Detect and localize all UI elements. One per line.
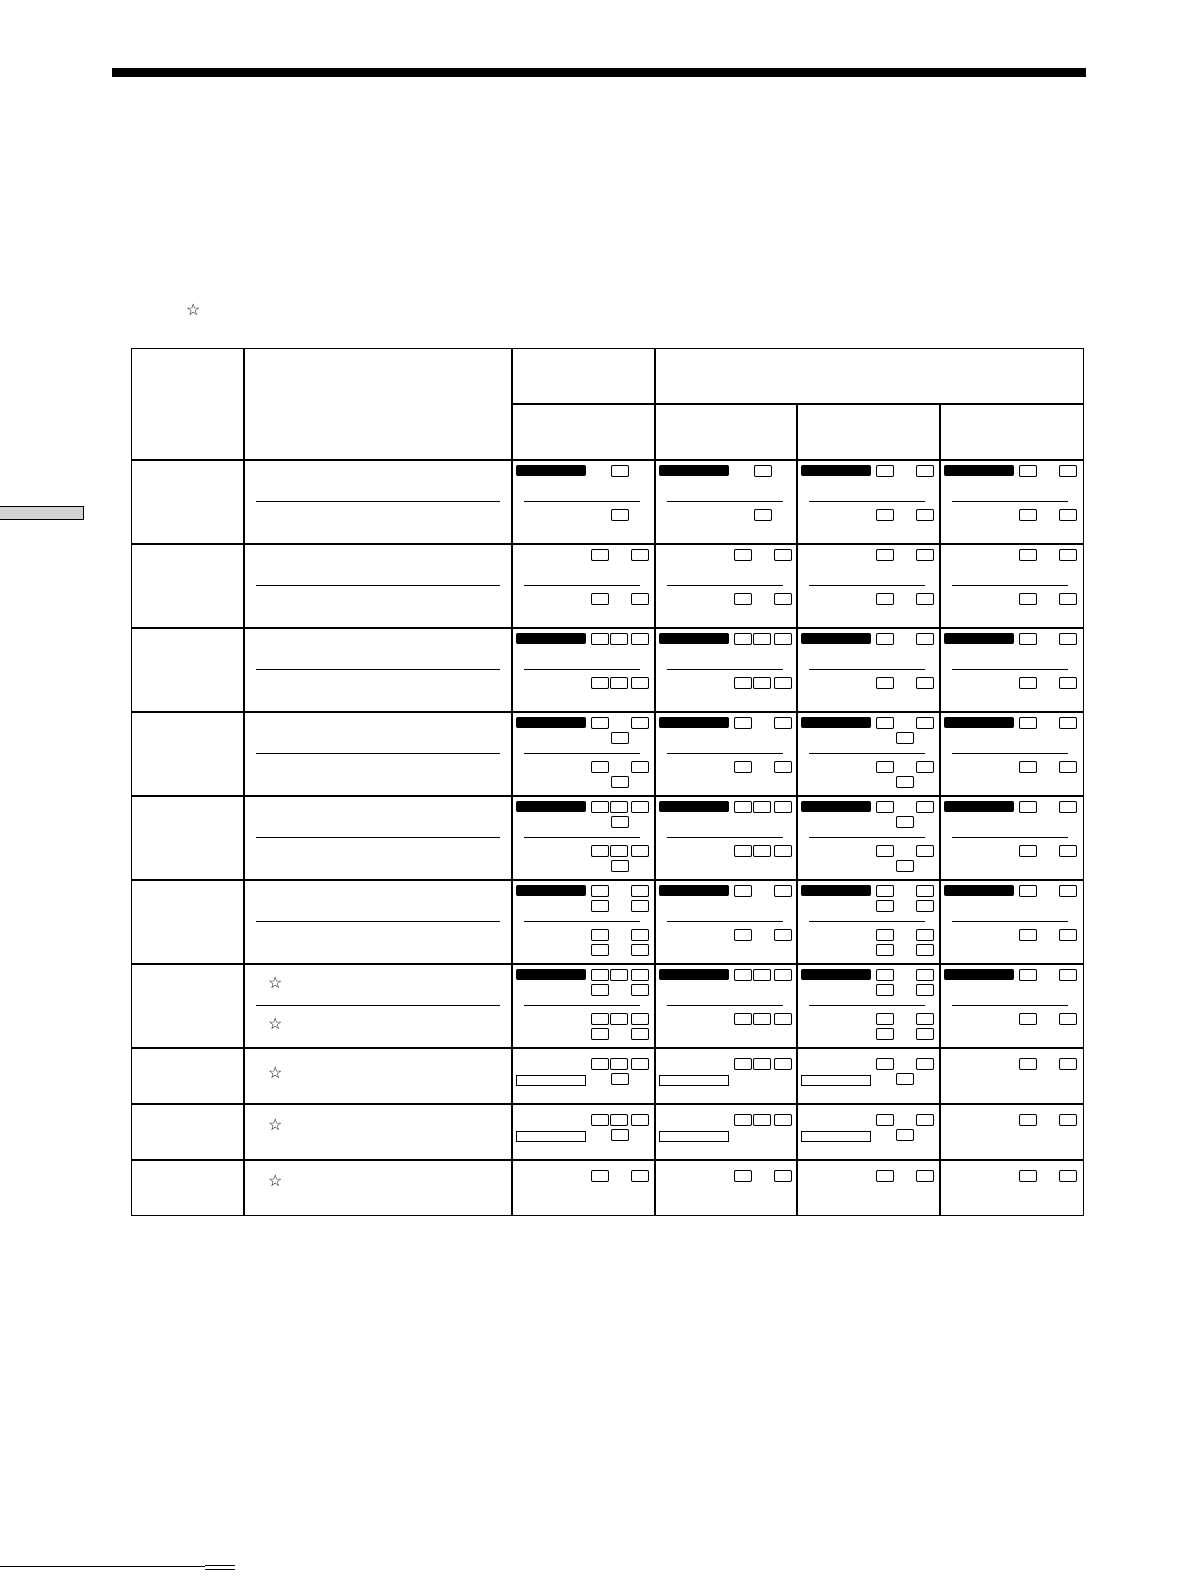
indicator-bar [944, 969, 1014, 980]
indicator-box [1059, 633, 1077, 645]
footer-rule [0, 1566, 205, 1567]
indicator-box [774, 1013, 792, 1025]
cell-separator [524, 501, 640, 502]
indicator-box [591, 549, 609, 561]
cell-separator [952, 753, 1068, 754]
indicator-box [591, 717, 609, 729]
indicator-box [876, 761, 894, 773]
indicator-box [774, 593, 792, 605]
indicator-box [774, 885, 792, 897]
indicator-bar [944, 465, 1014, 476]
indicator-box [753, 1058, 771, 1070]
row-divider [131, 1103, 1084, 1105]
indicator-bar [801, 633, 871, 644]
indicator-box [774, 633, 792, 645]
indicator-box [631, 761, 649, 773]
cell-separator [524, 921, 640, 922]
row-divider [131, 1159, 1084, 1161]
indicator-box [631, 549, 649, 561]
indicator-box [734, 1114, 752, 1126]
indicator-box [896, 860, 914, 872]
row-divider [131, 543, 1084, 545]
indicator-box [774, 801, 792, 813]
indicator-box [611, 465, 629, 477]
indicator-box [753, 677, 771, 689]
indicator-bar [516, 465, 586, 476]
indicator-box [896, 732, 914, 744]
indicator-box [753, 1013, 771, 1025]
indicator-box [774, 845, 792, 857]
row-divider [131, 795, 1084, 797]
indicator-bar [659, 969, 729, 980]
cell-separator [952, 921, 1068, 922]
indicator-box [611, 1129, 629, 1141]
indicator-box [631, 984, 649, 996]
indicator-box [876, 1114, 894, 1126]
indicator-bar [659, 465, 729, 476]
indicator-box [631, 969, 649, 981]
indicator-box [774, 1170, 792, 1182]
description-separator [256, 669, 500, 670]
indicator-box [591, 885, 609, 897]
indicator-box [876, 969, 894, 981]
indicator-box [1019, 465, 1037, 477]
indicator-box [1019, 801, 1037, 813]
indicator-box [631, 677, 649, 689]
indicator-box [631, 845, 649, 857]
indicator-box [610, 633, 628, 645]
indicator-box [631, 900, 649, 912]
indicator-box [631, 1028, 649, 1040]
cell-separator [952, 669, 1068, 670]
indicator-bar [944, 801, 1014, 812]
indicator-box [916, 969, 934, 981]
indicator-box [591, 1170, 609, 1182]
footer-mark [205, 1565, 235, 1570]
indicator-box [610, 1058, 628, 1070]
indicator-bar [944, 633, 1014, 644]
indicator-box [1019, 845, 1037, 857]
star-icon: ☆ [268, 1173, 283, 1190]
indicator-bar [944, 885, 1014, 896]
indicator-box [591, 1114, 609, 1126]
indicator-box [1059, 969, 1077, 981]
indicator-box [631, 1170, 649, 1182]
cell-separator [524, 669, 640, 670]
col-divider [511, 348, 513, 1216]
indicator-box [774, 1114, 792, 1126]
indicator-bar [801, 465, 871, 476]
header-split [511, 403, 1084, 405]
indicator-box [916, 984, 934, 996]
indicator-box [734, 885, 752, 897]
indicator-outline [801, 1075, 871, 1086]
indicator-box [916, 845, 934, 857]
indicator-box [916, 677, 934, 689]
indicator-box [734, 801, 752, 813]
indicator-bar [516, 885, 586, 896]
indicator-box [631, 885, 649, 897]
indicator-box [774, 717, 792, 729]
cell-separator [667, 669, 783, 670]
indicator-box [591, 633, 609, 645]
indicator-box [1019, 717, 1037, 729]
cell-separator [524, 837, 640, 838]
indicator-box [876, 885, 894, 897]
star-icon: ☆ [268, 1016, 283, 1033]
col-divider [939, 404, 941, 1216]
indicator-box [876, 677, 894, 689]
indicator-box [734, 677, 752, 689]
indicator-box [876, 900, 894, 912]
indicator-box [896, 816, 914, 828]
indicator-box [591, 969, 609, 981]
indicator-box [1059, 845, 1077, 857]
indicator-box [1059, 509, 1077, 521]
indicator-box [591, 761, 609, 773]
indicator-box [876, 593, 894, 605]
indicator-box [916, 944, 934, 956]
indicator-box [631, 717, 649, 729]
cell-separator [809, 501, 925, 502]
indicator-box [876, 509, 894, 521]
indicator-box [774, 969, 792, 981]
indicator-box [734, 845, 752, 857]
indicator-box [754, 465, 772, 477]
indicator-box [1019, 1114, 1037, 1126]
indicator-box [916, 465, 934, 477]
row-divider [131, 627, 1084, 629]
indicator-bar [801, 717, 871, 728]
indicator-box [916, 1170, 934, 1182]
col-divider [654, 348, 656, 1216]
star-icon: ☆ [268, 1117, 283, 1134]
indicator-box [876, 1170, 894, 1182]
indicator-box [631, 929, 649, 941]
description-separator [256, 585, 500, 586]
star-icon: ☆ [268, 975, 283, 992]
indicator-bar [659, 633, 729, 644]
cell-separator [667, 753, 783, 754]
indicator-box [774, 761, 792, 773]
indicator-box [896, 776, 914, 788]
indicator-box [610, 677, 628, 689]
cell-separator [667, 837, 783, 838]
indicator-box [774, 549, 792, 561]
indicator-box [734, 717, 752, 729]
cell-separator [952, 501, 1068, 502]
indicator-bar [659, 885, 729, 896]
indicator-bar [801, 969, 871, 980]
indicator-box [916, 1058, 934, 1070]
indicator-bar [944, 717, 1014, 728]
indicator-box [916, 761, 934, 773]
indicator-box [916, 900, 934, 912]
indicator-box [611, 776, 629, 788]
indicator-box [1019, 1170, 1037, 1182]
section-tab [0, 506, 84, 520]
indicator-box [591, 1058, 609, 1070]
cell-separator [667, 585, 783, 586]
indicator-box [631, 633, 649, 645]
indicator-box [896, 1073, 914, 1085]
description-separator [256, 753, 500, 754]
indicator-box [591, 801, 609, 813]
indicator-bar [659, 801, 729, 812]
indicator-box [591, 944, 609, 956]
indicator-box [1019, 549, 1037, 561]
indicator-bar [516, 801, 586, 812]
indicator-box [610, 1114, 628, 1126]
indicator-box [896, 1129, 914, 1141]
description-separator [256, 1005, 500, 1006]
indicator-box [591, 1013, 609, 1025]
indicator-box [1019, 633, 1037, 645]
indicator-box [1059, 885, 1077, 897]
indicator-box [876, 717, 894, 729]
indicator-box [916, 1114, 934, 1126]
indicator-box [876, 845, 894, 857]
indicator-box [734, 761, 752, 773]
indicator-box [774, 929, 792, 941]
indicator-box [753, 845, 771, 857]
indicator-outline [516, 1131, 586, 1142]
indicator-bar [516, 969, 586, 980]
indicator-box [591, 984, 609, 996]
indicator-box [916, 1013, 934, 1025]
indicator-box [876, 465, 894, 477]
description-separator [256, 501, 500, 502]
indicator-box [1019, 1013, 1037, 1025]
indicator-box [631, 1013, 649, 1025]
indicator-box [610, 801, 628, 813]
cell-separator [809, 753, 925, 754]
indicator-box [876, 929, 894, 941]
indicator-box [631, 593, 649, 605]
indicator-box [876, 1028, 894, 1040]
indicator-box [1019, 929, 1037, 941]
col-divider [796, 404, 798, 1216]
cell-separator [952, 585, 1068, 586]
indicator-box [916, 801, 934, 813]
cell-separator [667, 501, 783, 502]
indicator-box [610, 1013, 628, 1025]
indicator-box [1059, 549, 1077, 561]
indicator-box [734, 1013, 752, 1025]
indicator-box [916, 509, 934, 521]
star-icon: ☆ [268, 1065, 283, 1082]
indicator-bar [801, 885, 871, 896]
indicator-box [1059, 1013, 1077, 1025]
indicator-box [734, 969, 752, 981]
indicator-box [591, 677, 609, 689]
indicator-box [876, 1013, 894, 1025]
col-divider [243, 348, 245, 1216]
indicator-box [876, 633, 894, 645]
description-separator [256, 921, 500, 922]
indicator-box [916, 929, 934, 941]
display-table [131, 348, 1084, 1216]
indicator-box [1019, 593, 1037, 605]
indicator-box [1059, 1114, 1077, 1126]
indicator-bar [659, 717, 729, 728]
indicator-box [1059, 593, 1077, 605]
indicator-box [734, 593, 752, 605]
indicator-box [631, 801, 649, 813]
indicator-box [753, 1114, 771, 1126]
indicator-box [611, 860, 629, 872]
cell-separator [809, 585, 925, 586]
indicator-box [611, 732, 629, 744]
indicator-box [610, 845, 628, 857]
legend-star-icon: ☆ [186, 302, 201, 319]
indicator-box [734, 549, 752, 561]
indicator-box [753, 801, 771, 813]
indicator-box [916, 549, 934, 561]
indicator-box [1059, 717, 1077, 729]
indicator-box [774, 1058, 792, 1070]
indicator-box [591, 1028, 609, 1040]
indicator-box [1019, 885, 1037, 897]
cell-separator [524, 753, 640, 754]
indicator-box [611, 509, 629, 521]
indicator-box [591, 845, 609, 857]
indicator-box [916, 593, 934, 605]
cell-separator [809, 669, 925, 670]
description-separator [256, 837, 500, 838]
indicator-box [631, 1114, 649, 1126]
indicator-box [611, 1073, 629, 1085]
indicator-box [611, 816, 629, 828]
row-divider [131, 711, 1084, 713]
indicator-box [591, 593, 609, 605]
indicator-box [876, 984, 894, 996]
indicator-box [591, 900, 609, 912]
indicator-bar [516, 717, 586, 728]
indicator-box [876, 1058, 894, 1070]
indicator-box [1019, 1058, 1037, 1070]
indicator-box [734, 929, 752, 941]
row-divider [131, 459, 1084, 461]
row-divider [131, 963, 1084, 965]
indicator-box [916, 633, 934, 645]
indicator-box [916, 885, 934, 897]
cell-separator [524, 585, 640, 586]
indicator-box [1059, 929, 1077, 941]
indicator-outline [659, 1075, 729, 1086]
indicator-box [916, 1028, 934, 1040]
indicator-outline [801, 1131, 871, 1142]
indicator-outline [659, 1131, 729, 1142]
cell-separator [667, 1005, 783, 1006]
indicator-box [734, 633, 752, 645]
indicator-box [774, 677, 792, 689]
indicator-box [1059, 1058, 1077, 1070]
indicator-box [1019, 677, 1037, 689]
indicator-box [1059, 801, 1077, 813]
indicator-box [1059, 677, 1077, 689]
cell-separator [809, 1005, 925, 1006]
indicator-box [1019, 509, 1037, 521]
cell-separator [952, 1005, 1068, 1006]
indicator-outline [516, 1075, 586, 1086]
indicator-box [753, 969, 771, 981]
indicator-box [734, 1058, 752, 1070]
indicator-box [631, 944, 649, 956]
indicator-box [1059, 1170, 1077, 1182]
indicator-box [876, 801, 894, 813]
cell-separator [809, 837, 925, 838]
indicator-box [1059, 465, 1077, 477]
cell-separator [524, 1005, 640, 1006]
indicator-box [1059, 761, 1077, 773]
row-divider [131, 879, 1084, 881]
top-rule [112, 68, 1086, 77]
indicator-bar [801, 801, 871, 812]
cell-separator [809, 921, 925, 922]
indicator-bar [516, 633, 586, 644]
indicator-box [610, 969, 628, 981]
row-divider [131, 1047, 1084, 1049]
indicator-box [631, 1058, 649, 1070]
indicator-box [1019, 761, 1037, 773]
indicator-box [591, 929, 609, 941]
indicator-box [876, 549, 894, 561]
indicator-box [876, 944, 894, 956]
indicator-box [734, 1170, 752, 1182]
indicator-box [916, 717, 934, 729]
cell-separator [952, 837, 1068, 838]
cell-separator [667, 921, 783, 922]
indicator-box [1019, 969, 1037, 981]
indicator-box [754, 509, 772, 521]
indicator-box [753, 633, 771, 645]
